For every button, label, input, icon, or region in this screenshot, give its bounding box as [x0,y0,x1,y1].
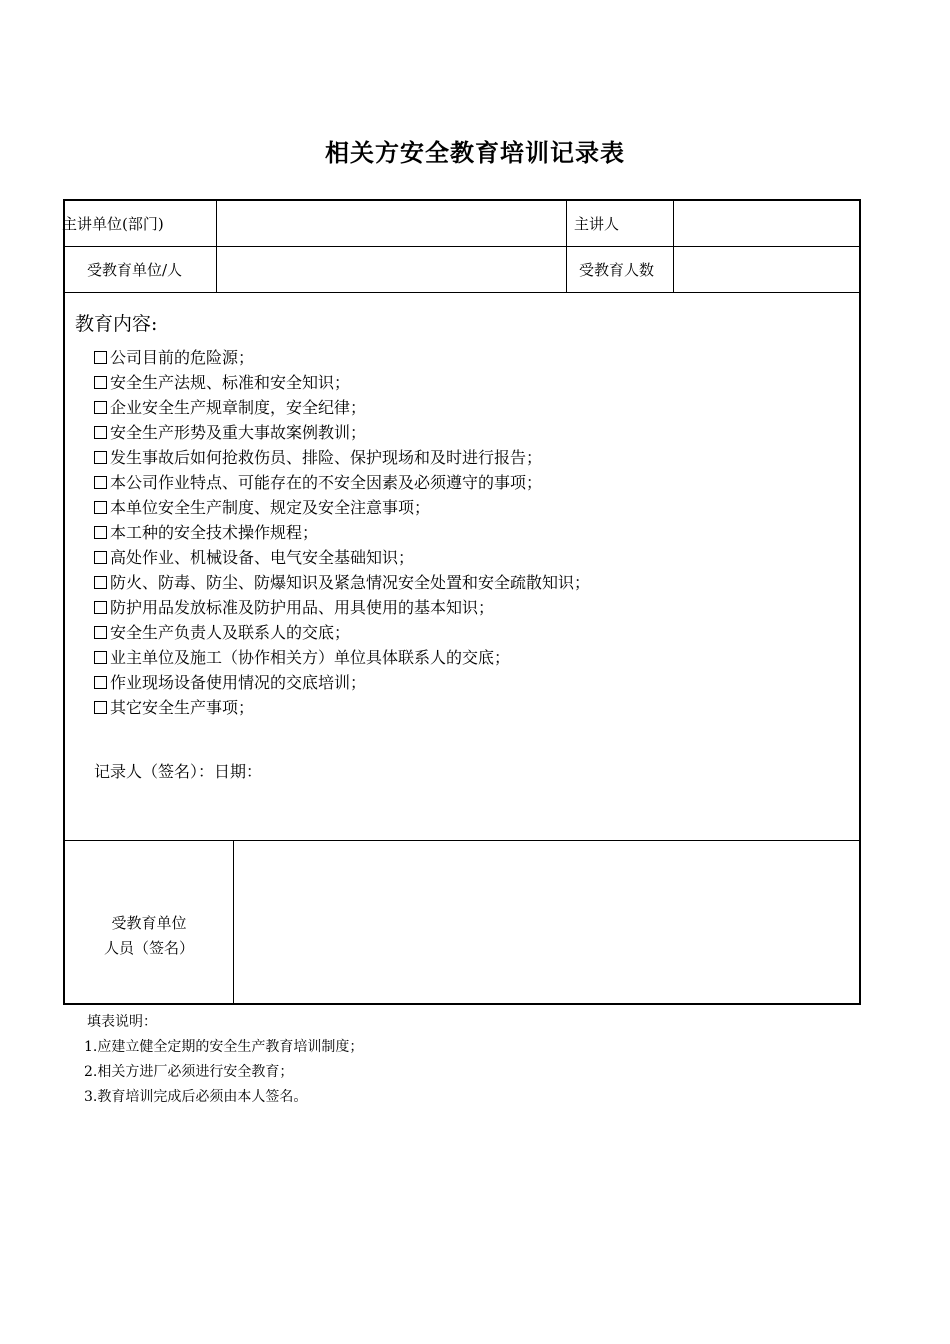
trainee-signature-label-line2: 人员（签名） [103,939,194,957]
content-item-list [94,345,590,720]
lecturer-label: 主讲人 [567,201,674,246]
item-label: 防护用品发放标准及防护用品、用具使用的基本知识； [110,598,495,617]
item-label: 作业现场设备使用情况的交底培训； [110,673,367,692]
item-label: 发生事故后如何抢救伤员、排险、保护现场和及时进行报告； [110,448,543,467]
item-label: 其它安全生产事项； [110,698,255,717]
list-item [94,370,590,395]
list-item [94,545,590,570]
header-row-trainee [65,247,859,293]
trainee-unit-label: 受教育单位/人 [65,247,217,292]
checkbox[interactable] [94,401,107,414]
list-item [94,520,590,545]
lecturer-unit-field[interactable] [217,201,567,246]
list-item [94,695,590,720]
lecturer-field[interactable] [674,201,861,246]
notes-title: 填表说明： [87,1014,157,1030]
trainee-signature-field[interactable] [234,841,859,1003]
checkbox[interactable] [94,501,107,514]
trainee-signature-section [65,841,859,1003]
item-label: 安全生产形势及重大事故案例教训； [110,423,367,442]
item-label: 高处作业、机械设备、电气安全基础知识； [110,548,415,567]
checkbox[interactable] [94,651,107,664]
item-label: 企业安全生产规章制度，安全纪律； [110,398,367,417]
list-item [94,395,590,420]
lecturer-unit-label: 主讲单位(部门) [62,201,217,246]
checkbox[interactable] [94,676,107,689]
list-item [94,345,590,370]
note-line: 1.应建立健全定期的安全生产教育培训制度； [84,1039,364,1055]
checkbox[interactable] [94,601,107,614]
content-heading: 教育内容: [75,313,158,335]
checkbox[interactable] [94,551,107,564]
item-label: 本公司作业特点、可能存在的不安全因素及必须遵守的事项； [110,473,543,492]
list-item [94,620,590,645]
checkbox[interactable] [94,451,107,464]
checkbox[interactable] [94,376,107,389]
form-notes [84,1010,364,1110]
item-label: 本单位安全生产制度、规定及安全注意事项； [110,498,431,517]
training-record-form [63,199,861,1005]
checkbox[interactable] [94,476,107,489]
list-item [94,445,590,470]
checkbox[interactable] [94,426,107,439]
checkbox[interactable] [94,576,107,589]
list-item [94,670,590,695]
header-row-lecturer [62,201,859,247]
checkbox[interactable] [94,526,107,539]
trainee-signature-label-line1: 受教育单位 [111,914,187,932]
item-label: 业主单位及施工（协作相关方）单位具体联系人的交底； [110,648,511,667]
item-label: 安全生产法规、标准和安全知识； [110,373,351,392]
item-label: 公司目前的危险源； [110,348,255,367]
item-label: 本工种的安全技术操作规程； [110,523,319,542]
list-item [94,645,590,670]
list-item [94,495,590,520]
checkbox[interactable] [94,351,107,364]
note-line: 2.相关方进厂必须进行安全教育； [84,1064,294,1080]
trainee-count-field[interactable] [674,247,861,292]
education-content-section [65,293,859,841]
trainee-unit-field[interactable] [217,247,567,292]
item-label: 安全生产负责人及联系人的交底； [110,623,351,642]
list-item [94,420,590,445]
list-item [94,470,590,495]
trainee-signature-label [65,841,234,1003]
checkbox[interactable] [94,626,107,639]
trainee-count-label: 受教育人数 [567,247,674,292]
list-item [94,595,590,620]
page-title: 相关方安全教育培训记录表 [325,138,625,167]
item-label: 防火、防毒、防尘、防爆知识及紧急情况安全处置和安全疏散知识； [110,573,591,592]
list-item [94,570,590,595]
checkbox[interactable] [94,701,107,714]
recorder-signature-date: 记录人（签名）：日期： [94,762,263,781]
note-line: 3.教育培训完成后必须由本人签名。 [84,1089,308,1105]
